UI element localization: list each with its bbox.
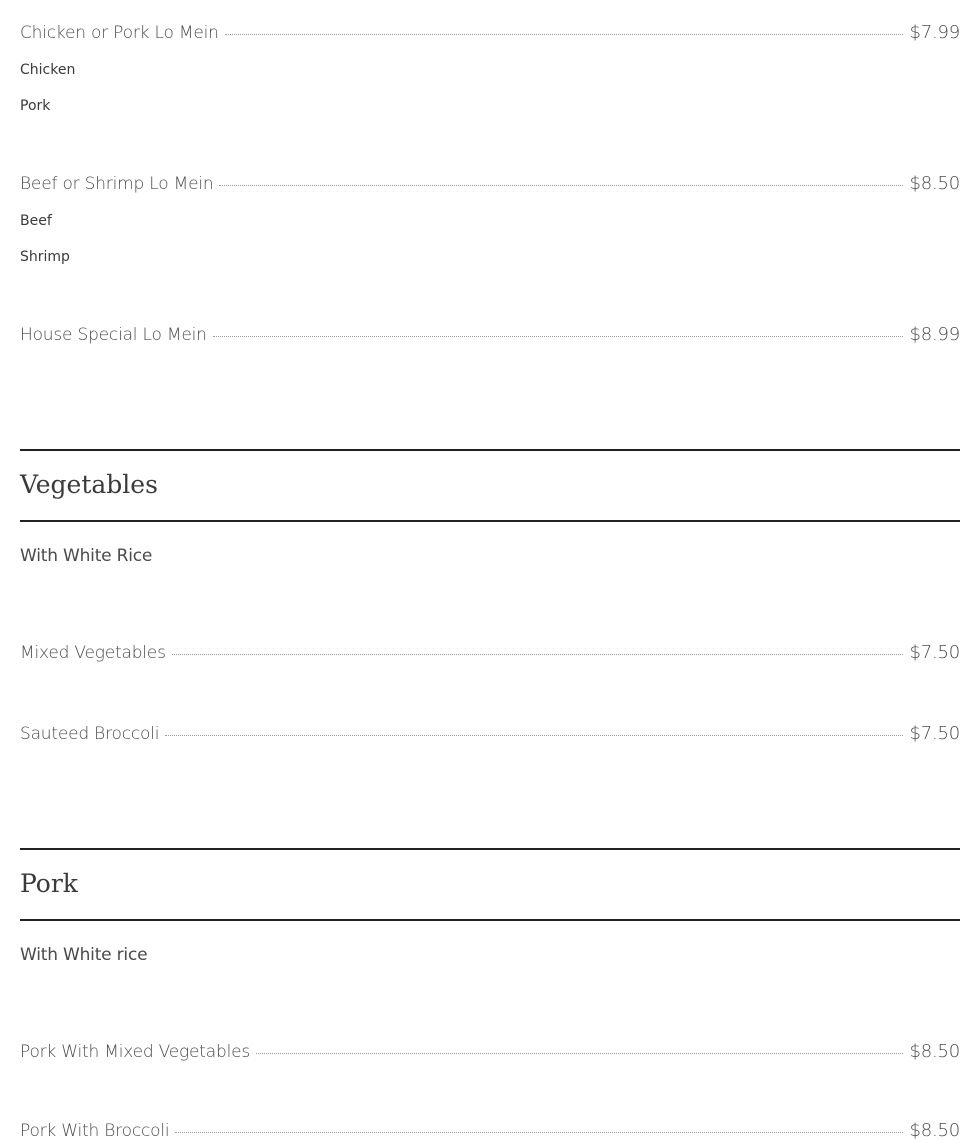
menu-item (20, 173, 960, 194)
item-name: Beef or Shrimp Lo Mein (20, 174, 214, 194)
item-name: Pork With Mixed Vegetables (20, 1042, 251, 1062)
dot-leader (225, 34, 904, 35)
item-option: Shrimp (20, 249, 70, 265)
item-option: Chicken (20, 62, 76, 78)
menu-item (20, 723, 960, 744)
menu-item (20, 642, 960, 663)
menu-item (20, 1041, 960, 1062)
item-price: $8.50 (909, 1041, 960, 1062)
section-note: With White Rice (20, 546, 153, 566)
section-title-vegetables: Vegetables (20, 470, 158, 499)
dot-leader (256, 1053, 903, 1054)
menu-item (20, 1120, 960, 1141)
section-divider-top (20, 848, 960, 850)
section-divider-bottom (20, 520, 960, 522)
section-divider-bottom (20, 919, 960, 921)
dot-leader (219, 185, 903, 186)
item-price: $7.50 (909, 723, 960, 744)
section-title-pork: Pork (20, 869, 78, 898)
item-price: $8.99 (909, 324, 960, 345)
item-name: Pork With Broccoli (20, 1121, 170, 1141)
item-price: $7.50 (909, 642, 960, 663)
item-option: Pork (20, 98, 51, 114)
item-name: Sauteed Broccoli (20, 724, 160, 744)
section-divider-top (20, 449, 960, 451)
item-name: House Special Lo Mein (20, 325, 207, 345)
item-price: $7.99 (909, 22, 960, 43)
item-name: Mixed Vegetables (20, 643, 166, 663)
item-name: Chicken or Pork Lo Mein (20, 23, 219, 43)
menu-item (20, 22, 960, 43)
section-note: With White rice (20, 945, 148, 965)
dot-leader (172, 654, 904, 655)
menu-item (20, 324, 960, 345)
item-option: Beef (20, 213, 52, 229)
item-price: $8.50 (909, 173, 960, 194)
dot-leader (213, 336, 904, 337)
dot-leader (175, 1132, 903, 1133)
item-price: $8.50 (909, 1120, 960, 1141)
dot-leader (165, 735, 903, 736)
